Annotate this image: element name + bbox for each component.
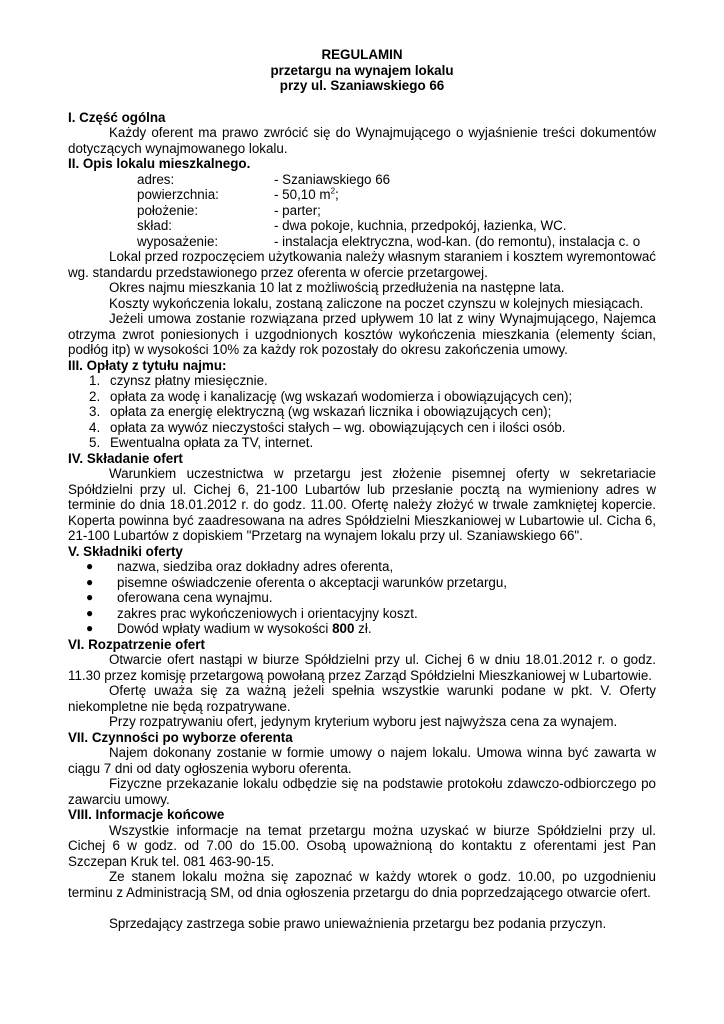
section-6-paragraph-1: Otwarcie ofert nastąpi w biurze Spółdzielni przy ul. Cichej 6 w dniu 18.01.2012 r. o godz. 11.30 przez komisję przetargową powołaną przez Zarząd Spółdzielni Mieszkaniowej w Lubartowie. bbox=[68, 652, 656, 683]
list-item: 5. Ewentualna opłata za TV, internet. bbox=[89, 435, 314, 450]
section-8-paragraph-2: Ze stanem lokalu można się zapoznać w każdy wtorek o godz. 10.00, po uzgodnieniu terminu z Administracją SM, od dnia ogłoszenia przetargu do dnia poprzedzającego otwarcie ofert. bbox=[68, 869, 656, 900]
list-item: ● zakres prac wykończeniowych i orientacyjny koszt. bbox=[86, 605, 418, 621]
premises-value: - dwa pokoje, kuchnia, przedpokój, łazienka, WC. bbox=[274, 218, 567, 233]
bullet-icon: ● bbox=[86, 605, 94, 620]
section-1-paragraph-1: Każdy oferent ma prawo zwrócić się do Wynajmującego o wyjaśnienie treści dokumentów dotyczących wynajmowanego lokalu. bbox=[68, 125, 656, 156]
section-3-heading: III. Opłaty z tytułu najmu: bbox=[68, 357, 227, 373]
section-2-paragraph-1: Lokal przed rozpoczęciem użytkowania należy własnym staraniem i kosztem wyremontować wg. standardu przedstawionego przez oferenta w ofercie przetargowej. bbox=[68, 249, 657, 280]
list-item: 1. czynsz płatny miesięcznie. bbox=[89, 373, 268, 388]
premises-value: - instalacja elektryczna, wod-kan. (do remontu), instalacja c. o bbox=[274, 233, 641, 249]
list-item: ● nazwa, siedziba oraz dokładny adres oferenta, bbox=[86, 559, 394, 574]
section-6-heading: VI. Rozpatrzenie ofert bbox=[68, 636, 205, 652]
bullet-icon: ● bbox=[86, 590, 94, 604]
section-7-paragraph-1: Najem dokonany zostanie w formie umowy o najem lokalu. Umowa winna być zawarta w ciągu 7 dni od daty ogłoszenia wyboru oferenta. bbox=[68, 745, 656, 776]
section-2-paragraph-2: Okres najmu mieszkania 10 lat z możliwością przedłużenia na następne lata. bbox=[109, 280, 565, 295]
list-item: 3. opłata za energię elektryczną (wg wskazań licznika i obowiązujących cen); bbox=[89, 404, 552, 419]
premises-label: skład: bbox=[137, 218, 172, 233]
area-superscript: 2 bbox=[330, 186, 336, 196]
section-6-paragraph-3: Przy rozpatrywaniu ofert, jedynym kryterium wyboru jest najwyższa cena za wynajem. bbox=[109, 714, 618, 729]
bullet-icon: ● bbox=[86, 621, 94, 635]
section-8-heading: VIII. Informacje końcowe bbox=[68, 807, 225, 822]
list-item: 2. opłata za wodę i kanalizację (wg wskazań wodomierza i obowiązujących cen); bbox=[89, 388, 573, 404]
offer-components-list bbox=[68, 559, 656, 637]
list-item: ● Dowód wpłaty wadium w wysokości 800 zł. bbox=[86, 621, 372, 636]
list-item: ● oferowana cena wynajmu. bbox=[86, 590, 273, 605]
fees-list bbox=[68, 373, 656, 451]
premises-label: wyposażenie: bbox=[137, 233, 219, 249]
section-2-heading: II. Opis lokalu mieszkalnego. bbox=[68, 156, 251, 171]
premises-description-table bbox=[68, 172, 656, 250]
document-page bbox=[68, 47, 656, 932]
bullet-icon: ● bbox=[86, 574, 94, 589]
premises-value: - parter; bbox=[274, 202, 321, 218]
premises-label: położenie: bbox=[137, 202, 199, 218]
section-4-heading: IV. Składanie ofert bbox=[68, 450, 183, 466]
list-item: ● pisemne oświadczenie oferenta o akceptacji warunków przetargu, bbox=[86, 574, 508, 590]
section-5-heading: V. Składniki oferty bbox=[68, 543, 183, 559]
title-line-3: przy ul. Szaniawskiego 66 bbox=[279, 78, 445, 93]
premises-value: - Szaniawskiego 66 bbox=[274, 171, 391, 187]
document-title bbox=[68, 47, 656, 94]
bullet-icon: ● bbox=[86, 559, 94, 573]
section-8-paragraph-1: Wszystkie informacje na temat przetargu można uzyskać w biurze Spółdzielni przy ul. Cichej 6 w godz. od 7.00 do 15.00. Osobą upoważnioną do kontaktu z oferentami jest Pan Szczepan Kruk tel. 081 463-90-15. bbox=[68, 822, 656, 869]
list-item: 4. opłata za wywóz nieczystości stałych – wg. obowiązujących cen i ilości osób. bbox=[89, 419, 566, 435]
premises-label: powierzchnia: bbox=[137, 187, 219, 202]
section-1-heading: I. Część ogólna bbox=[68, 109, 166, 125]
title-line-1: REGULAMIN bbox=[321, 47, 403, 62]
section-7-paragraph-2: Fizyczne przekazanie lokalu odbędzie się na podstawie protokołu zdawczo-odbiorczego po zawarciu umowy. bbox=[68, 776, 656, 807]
deposit-amount: 800 bbox=[332, 621, 355, 636]
section-2-paragraph-4: Jeżeli umowa zostanie rozwiązana przed upływem 10 lat z winy Wynajmującego, Najemca otrzyma zwrot poniesionych i uzgodnionych kosztów wykończenia mieszkania (elementy ścian, podłóg itp) w wysokości 10% za każdy rok pozostały do okresu zakończenia umowy. bbox=[68, 311, 656, 357]
section-2-paragraph-3: Koszty wykończenia lokalu, zostaną zaliczone na poczet czynszu w kolejnych miesiącach. bbox=[109, 295, 644, 311]
title-line-2: przetargu na wynajem lokalu bbox=[270, 62, 454, 78]
premises-label: adres: bbox=[137, 171, 175, 187]
section-7-heading: VII. Czynności po wyborze oferenta bbox=[68, 729, 293, 745]
section-4-paragraph-1: Warunkiem uczestnictwa w przetargu jest złożenie pisemnej oferty w sekretariacie Spółdzielni przy ul. Cichej 6, 21-100 Lubartów lub przesłanie pocztą na wymieniony adres w terminie do dnia 18.01.2012 r. do godz. 11.00. Ofertę należy złożyć w trwale zamkniętej kopercie. Koperta powinna być zaadresowana na adres Spółdzielni Mieszkaniowej w Lubartowie ul. Cicha 6, 21-100 Lubartów z dopiskiem "Przetarg na wynajem lokalu przy ul. Szaniawskiego 66". bbox=[68, 466, 656, 543]
closing-statement: Sprzedający zastrzega sobie prawo unieważnienia przetargu bez podania przyczyn. bbox=[109, 916, 607, 931]
section-6-paragraph-2: Ofertę uważa się za ważną jeżeli spełnia wszystkie warunki podane w pkt. V. Oferty niekompletne nie będą rozpatrywane. bbox=[68, 683, 656, 714]
premises-value-area: - 50,10 $m^2$; bbox=[274, 186, 339, 202]
